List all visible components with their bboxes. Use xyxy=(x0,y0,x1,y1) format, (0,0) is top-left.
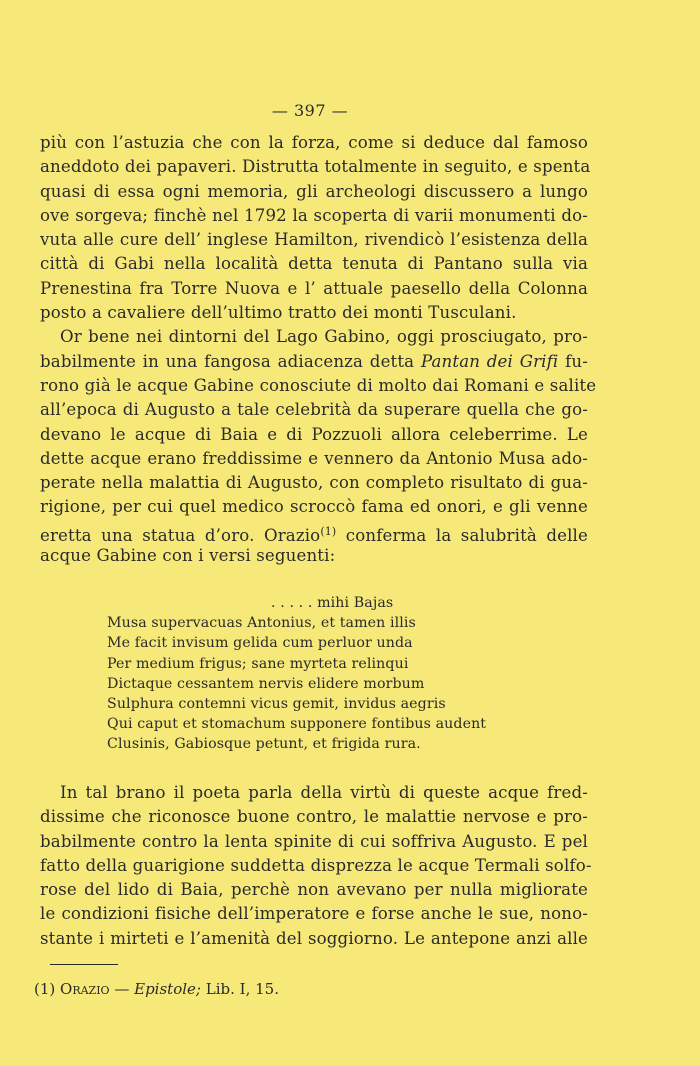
verse-line: Per medium frigus; sane myrteta relinqui xyxy=(107,655,409,672)
text-line: ove sorgeva; finchè nel 1792 la scoperta di varii monumenti do- xyxy=(40,205,588,225)
text-line: posto a cavaliere dell’ultimo tratto dei monti Tusculani. xyxy=(40,303,517,323)
footnote-dash: — xyxy=(114,980,130,998)
text-line: stante i mirteti e l’amenità del soggiorno. Le antepone anzi alle xyxy=(40,928,588,948)
text-line: Or bene nei dintorni del Lago Gabino, oggi prosciugato, pro- xyxy=(60,327,588,347)
text-line: più con l’astuzia che con la forza, come si deduce dal famoso xyxy=(40,133,588,152)
text-line-with-note xyxy=(40,520,588,544)
text-line: quasi di essa ogni memoria, gli archeologi discussero a lungo xyxy=(40,181,588,201)
page-number: — 397 — xyxy=(271,101,349,120)
verse-line: Sulphura contemni vicus gemit, invidus aegris xyxy=(107,695,446,712)
text-line: Prenestina fra Torre Nuova e l’ attuale paesello della Colonna xyxy=(40,278,588,298)
verse-line: Musa supervacuas Antonius, et tamen illis xyxy=(107,615,416,632)
commentary-text-block xyxy=(40,781,592,951)
place-name-italic: Pantan dei Grifi xyxy=(420,351,559,371)
text-line: aneddoto dei papaveri. Distrutta totalmente in seguito, e spenta xyxy=(40,157,591,177)
text-line: In tal brano il poeta parla della virtù di queste acque fred- xyxy=(60,783,588,802)
text-line: babilmente contro la lenta spinite di cui soffriva Augusto. E pel xyxy=(40,831,588,851)
verse-line: Me facit invisum gelida cum perluor unda xyxy=(107,635,413,652)
text-line: rose del lido di Baia, perchè non avevano per nulla migliorate xyxy=(40,880,588,900)
text-line: dette acque erano freddissime e vennero da Antonio Musa ado- xyxy=(40,448,588,468)
footnote-reference-text: Lib. I, 15. xyxy=(205,980,279,998)
footnote-reference: (1) xyxy=(320,524,337,538)
text-line: le condizioni fisiche dell’imperatore e forse anche le sue, nono- xyxy=(40,904,588,924)
main-text-block xyxy=(40,131,597,568)
footnote-marker: (1) xyxy=(34,980,56,998)
verse-line: . . . . . mihi Bajas xyxy=(271,595,394,611)
verse-line: Dictaque cessantem nervis elidere morbum xyxy=(107,675,425,692)
verse-line: Clusinis, Gabiosque petunt, et frigida rura. xyxy=(107,736,421,753)
verse-line: Qui caput et stomachum supponere fontibus audent xyxy=(107,716,487,733)
text-line: acque Gabine con i versi seguenti: xyxy=(40,546,336,566)
text-segment: eretta una statua d’oro. Orazio xyxy=(40,525,321,545)
text-line-with-italic xyxy=(40,350,588,374)
text-segment: fu- xyxy=(565,351,588,371)
text-segment: babilmente in una fangosa adiacenza detta xyxy=(40,351,415,371)
text-line: vuta alle cure dell’ inglese Hamilton, rivendicò l’esistenza della xyxy=(40,230,588,250)
text-line: fatto della guarigione suddetta disprezza le acque Termali solfo- xyxy=(40,855,592,875)
text-line: rigione, per cui quel medico scroccò fama ed onori, e gli venne xyxy=(40,497,588,517)
text-line: città di Gabi nella località detta tenuta di Pantano sulla via xyxy=(40,254,588,274)
verse-quotation xyxy=(107,593,527,755)
text-line: perate nella malattia di Augusto, con completo risultato di gua- xyxy=(40,473,588,493)
text-line: all’epoca di Augusto a tale celebrità da superare quella che go- xyxy=(40,400,588,420)
footnote-work: Epistole; xyxy=(134,980,201,998)
text-line: devano le acque di Baia e di Pozzuoli allora celeberrime. Le xyxy=(40,424,588,444)
footnote xyxy=(34,980,279,998)
text-line: rono già le acque Gabine conosciute di molto dai Romani e salite xyxy=(40,375,597,395)
footnote-author: Orazio xyxy=(60,980,110,998)
footnote-divider xyxy=(50,964,118,965)
text-line: dissime che riconosce buone contro, le malattie nervose e pro- xyxy=(40,807,588,827)
text-segment: conferma la salubrità delle xyxy=(345,525,588,545)
